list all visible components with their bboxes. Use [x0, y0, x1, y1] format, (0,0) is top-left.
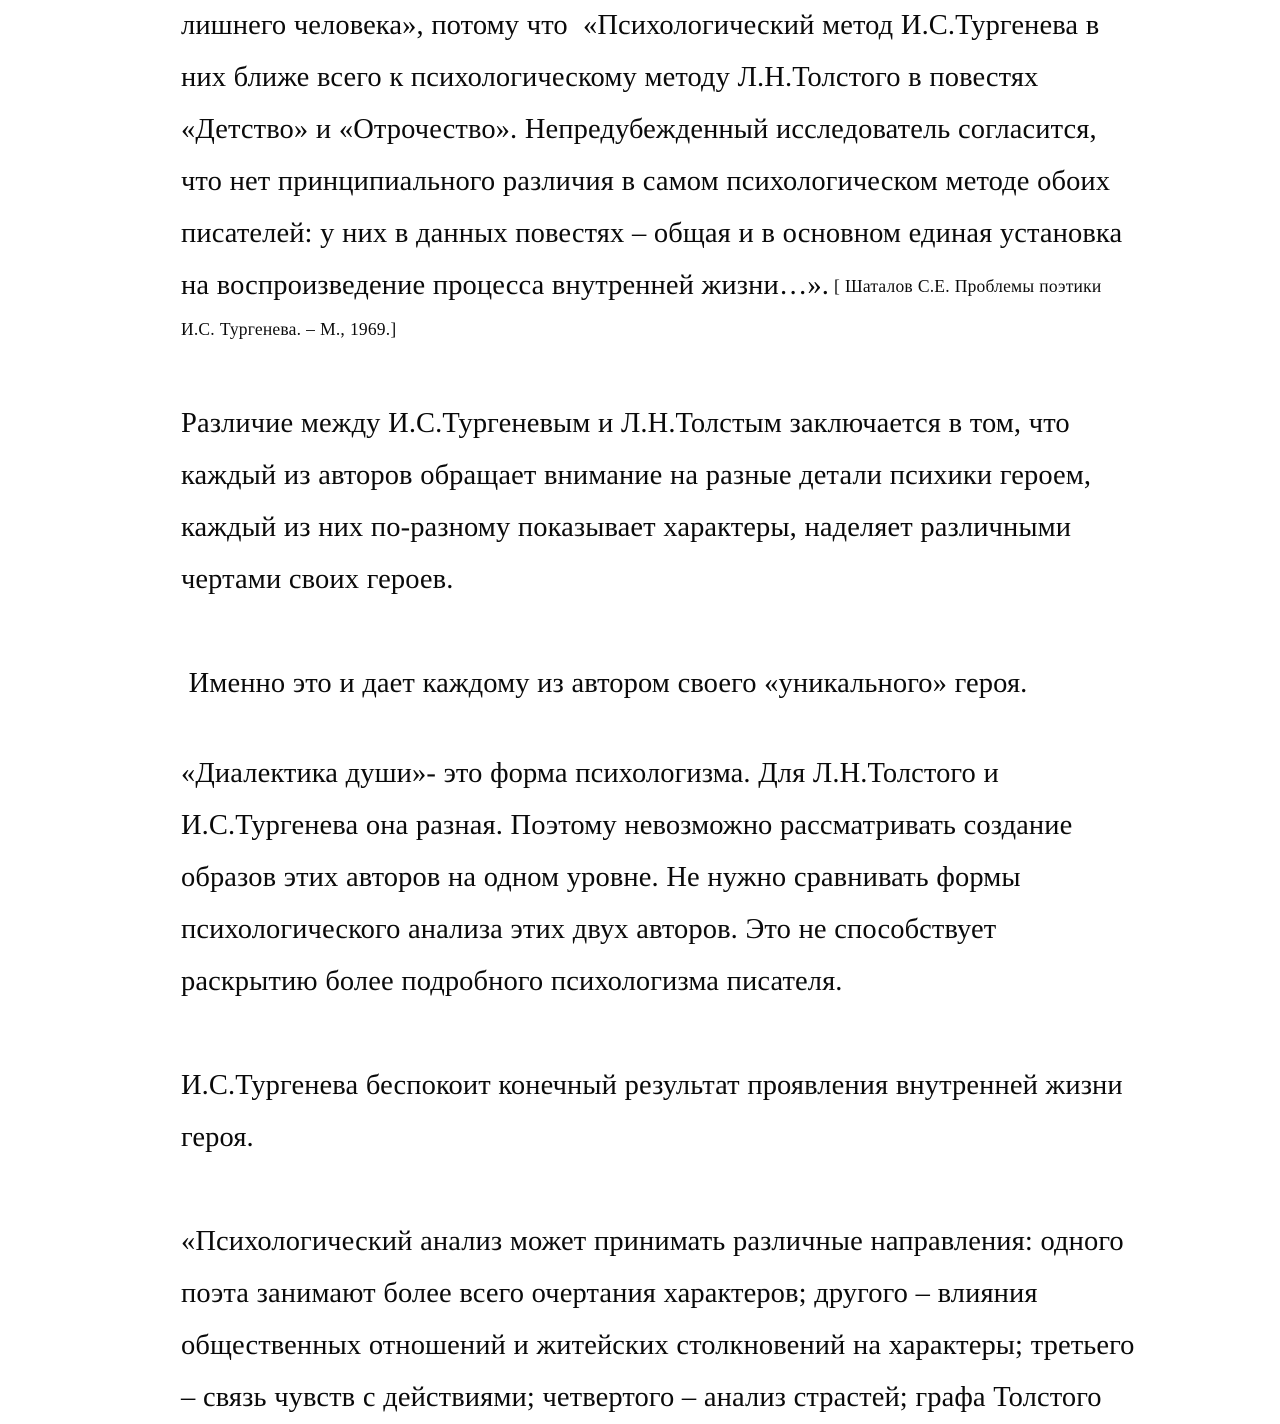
paragraph-psihanaliz — [181, 1216, 1176, 1424]
text-line: «Детство» и «Отрочество». Непредубежденный исследователь согласится, — [181, 114, 1097, 145]
paragraph-quote-shatalov — [181, 0, 1176, 346]
paragraph-imenno — [181, 658, 1176, 710]
text-line: психологического анализа этих двух авторов. Это не способствует — [181, 914, 997, 945]
text-line: «Психологический анализ может принимать различные направления: одного — [181, 1226, 1124, 1257]
paragraph-razlichie — [181, 398, 1176, 606]
text-line: «Диалектика души»- это форма психологизма. Для Л.Н.Толстого и — [181, 758, 999, 789]
paragraph-dialektika — [181, 748, 1176, 1008]
text-column — [181, 0, 1176, 1424]
quote-closing-text: на воспроизведение процесса внутренней жизни…». — [181, 270, 830, 301]
text-line: общественных отношений и житейских столкновений на характеры; третьего — [181, 1330, 1135, 1361]
text-line: писателей: у них в данных повестях – общая и в основном единая установка — [181, 218, 1123, 249]
text-line: раскрытию более подробного психологизма писателя. — [181, 966, 843, 997]
text-line: каждый из авторов обращает внимание на разные детали психики героем, — [181, 460, 1092, 491]
text-line: них ближе всего к психологическому методу Л.Н.Толстого в повестях — [181, 62, 1039, 93]
citation-reference: [ Шаталов С.Е. Проблемы поэтики — [829, 276, 1102, 296]
paragraph-bespokoit — [181, 1060, 1176, 1164]
text-line: образов этих авторов на одном уровне. Не нужно сравнивать формы — [181, 862, 1021, 893]
text-line: Различие между И.С.Тургеневым и Л.Н.Толстым заключается в том, что — [181, 408, 1070, 439]
text-line: чертами своих героев. — [181, 564, 454, 595]
text-line: что нет принципиального различия в самом психологическом методе обоих — [181, 166, 1111, 197]
text-line: Именно это и дает каждому из автором своего «уникального» героя. — [181, 668, 1028, 699]
text-line: И.С.Тургенева она разная. Поэтому невозможно рассматривать создание — [181, 810, 1073, 841]
text-line: героя. — [181, 1122, 254, 1153]
text-line: И.С.Тургенева беспокоит конечный результат проявления внутренней жизни — [181, 1070, 1123, 1101]
text-line: поэта занимают более всего очертания характеров; другого – влияния — [181, 1278, 1038, 1309]
text-line-with-citation — [181, 260, 1176, 312]
text-line: каждый из них по-разному показывает характеры, наделяет различными — [181, 512, 1072, 543]
citation-reference-continuation: И.С. Тургенева. – М., 1969.] — [181, 319, 397, 339]
text-line-clipped: – связь чувств с действиями; четвертого – анализ страстей; графа Толстого — [181, 1382, 1102, 1413]
text-line: лишнего человека», потому что «Психологический метод И.С.Тургенева в — [181, 10, 1100, 41]
